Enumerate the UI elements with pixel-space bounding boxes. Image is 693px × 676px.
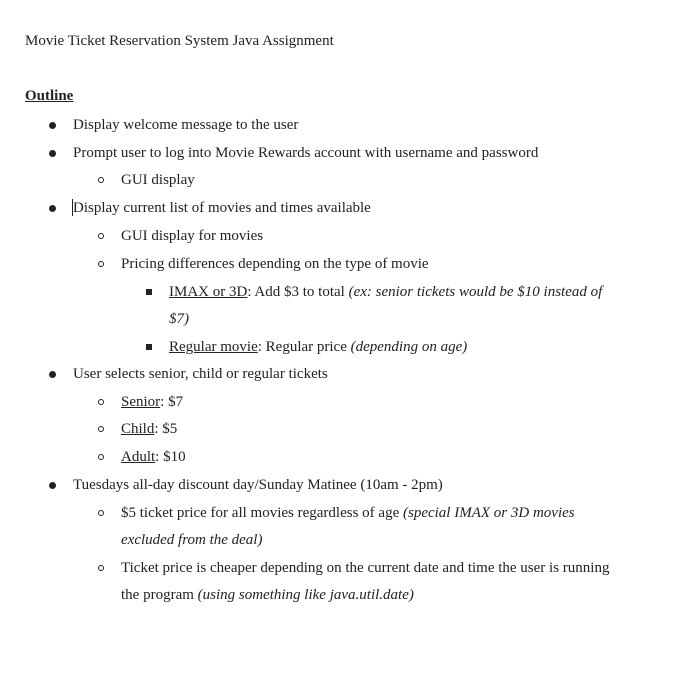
list-item-senior — [121, 393, 183, 411]
list-item-regular — [169, 338, 467, 356]
list-item-movies-gui: GUI display for movies — [121, 228, 264, 244]
imax-note: (ex: senior tickets would be $10 instead of — [348, 284, 603, 300]
list-item-five-dollar — [121, 504, 575, 522]
cheaper-text: the program — [121, 587, 198, 603]
document-title: Movie Ticket Reservation System Java Assignment — [25, 33, 334, 49]
bullet-square-icon — [146, 289, 152, 295]
bullet-circle-icon — [98, 177, 104, 183]
imax-label: IMAX or 3D — [169, 284, 248, 300]
bullet-circle-icon — [98, 454, 104, 460]
senior-price: : $7 — [160, 394, 184, 410]
child-label: Child — [121, 421, 155, 437]
list-item-pricing: Pricing differences depending on the type of movie — [121, 256, 429, 272]
imax-note-continued: $7) — [169, 311, 189, 327]
list-item-adult — [121, 448, 186, 466]
list-item-welcome: Display welcome message to the user — [73, 117, 299, 133]
imax-text: : Add $3 to total — [247, 284, 349, 300]
bullet-disc-icon — [49, 371, 56, 378]
bullet-circle-icon — [98, 510, 104, 516]
adult-label: Adult — [121, 449, 156, 465]
list-item-login: Prompt user to log into Movie Rewards account with username and password — [73, 145, 539, 161]
outline-heading: Outline — [25, 88, 74, 104]
bullet-circle-icon — [98, 399, 104, 405]
list-item-discount: Tuesdays all-day discount day/Sunday Matinee (10am - 2pm) — [73, 477, 443, 493]
list-item-child — [121, 420, 177, 438]
bullet-disc-icon — [49, 122, 56, 129]
regular-text: : Regular price — [257, 339, 351, 355]
list-item-cheaper-continued — [121, 586, 414, 604]
five-dollar-note: (special IMAX or 3D movies — [402, 505, 575, 521]
five-dollar-text: $5 ticket price for all movies regardless of age — [121, 505, 403, 521]
list-item-movies: Display current list of movies and times available — [73, 200, 371, 216]
five-dollar-note-continued: excluded from the deal) — [121, 532, 263, 548]
senior-label: Senior — [121, 394, 161, 410]
bullet-disc-icon — [49, 150, 56, 157]
bullet-circle-icon — [98, 426, 104, 432]
child-price: : $5 — [154, 421, 178, 437]
bullet-disc-icon — [49, 205, 56, 212]
regular-label: Regular movie — [169, 339, 258, 355]
bullet-square-icon — [146, 344, 152, 350]
adult-price: : $10 — [155, 449, 186, 465]
bullet-circle-icon — [98, 233, 104, 239]
list-item-cheaper: Ticket price is cheaper depending on the current date and time the user is running — [121, 560, 610, 576]
bullet-circle-icon — [98, 261, 104, 267]
list-item-login-gui: GUI display — [121, 172, 195, 188]
regular-note: (depending on age) — [350, 339, 468, 355]
cheaper-note: (using something like java.util.date) — [197, 587, 414, 603]
bullet-disc-icon — [49, 482, 56, 489]
list-item-imax — [169, 283, 602, 301]
bullet-circle-icon — [98, 565, 104, 571]
list-item-tickets: User selects senior, child or regular tickets — [73, 366, 328, 382]
